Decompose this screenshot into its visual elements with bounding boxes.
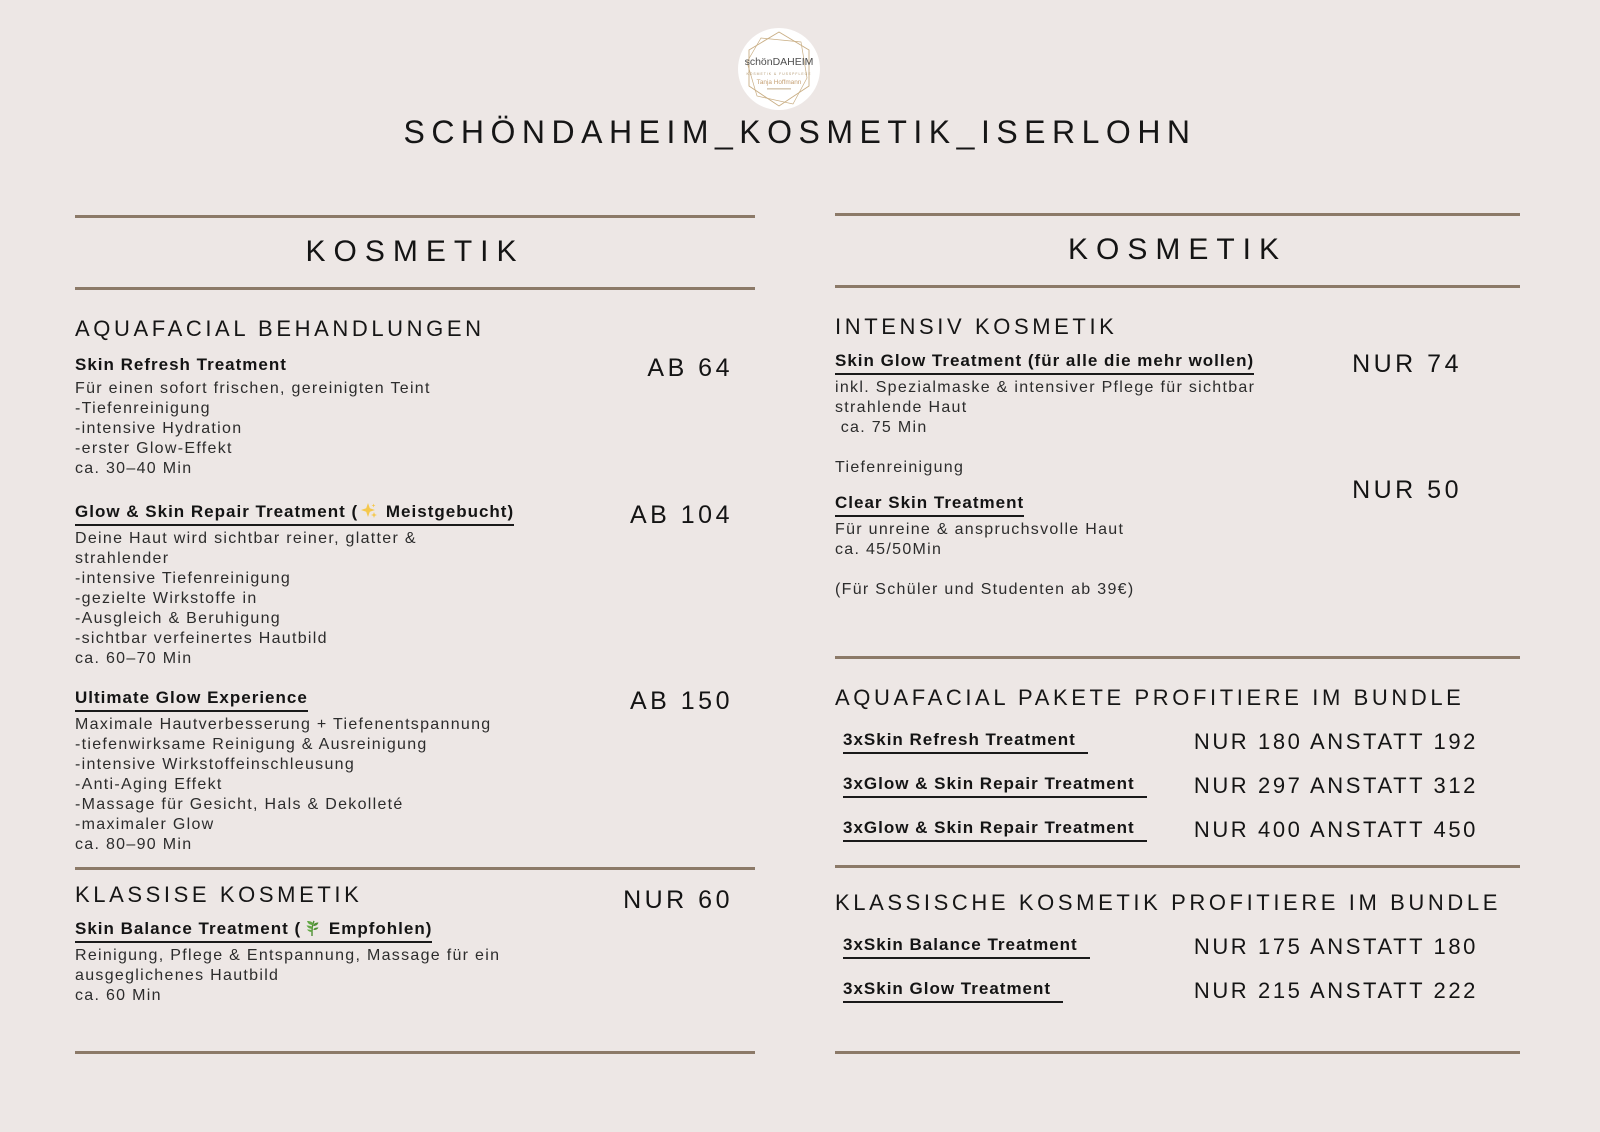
item-desc-line: Deine Haut wird sichtbar reiner, glatter & [75, 530, 417, 547]
section-title-klassise: KLASSISE KOSMETIK [75, 882, 363, 907]
section-title-intensiv: INTENSIV KOSMETIK [835, 314, 1118, 339]
item-name-underlined: Skin Glow Treatment (für alle die mehr wollen) [835, 350, 1254, 375]
item-desc-line: ca. 30–40 Min [75, 460, 193, 477]
item-body [75, 354, 647, 479]
item-name [75, 687, 630, 712]
bundle-price: NUR 175 ANSTATT 180 [1193, 934, 1478, 959]
item-price: AB 104 [629, 501, 733, 529]
item-desc-line: strahlende Haut [835, 399, 968, 416]
item-desc-line: ca. 75 Min [835, 419, 928, 436]
item-desc-line: strahlender [75, 550, 170, 567]
right-column-header-label: KOSMETIK [1067, 233, 1288, 266]
item-price: AB 150 [629, 687, 733, 715]
left-column-header [75, 215, 755, 290]
item-desc-line: -Massage für Gesicht, Hals & Dekolleté [75, 796, 404, 813]
logo-owner-text: Tanja Hoffmann [756, 79, 802, 86]
item-description [835, 378, 1352, 478]
item-desc-line: Maximale Hautverbesserung + Tiefenentspannung [75, 716, 492, 733]
item-body [75, 501, 630, 669]
section-title-aquafacial: AQUAFACIAL BEHANDLUNGEN [75, 316, 485, 341]
bundle-price: NUR 180 ANSTATT 192 [1193, 729, 1478, 754]
bundle-name: 3xGlow & Skin Repair Treatment [843, 818, 1147, 842]
bundle-row [835, 817, 1520, 843]
item-desc-line: -gezielte Wirkstoffe in [75, 590, 258, 607]
bundle-name: 3xSkin Glow Treatment [843, 979, 1063, 1003]
item-desc-line: ca. 80–90 Min [75, 836, 193, 853]
section-title-aquafacial-bundle: AQUAFACIAL PAKETE PROFITIERE IM BUNDLE [835, 685, 1465, 710]
item-body [75, 687, 630, 855]
bundle-row [835, 934, 1520, 960]
item-desc-line: -maximaler Glow [75, 816, 215, 833]
menu-item-glow-skin-repair [75, 501, 755, 669]
menu-item-clear-skin [835, 476, 1520, 600]
item-desc-line: ca. 60 Min [75, 987, 162, 1004]
right-column-header [835, 213, 1520, 288]
item-desc-line: inkl. Spezialmaske & intensiver Pflege für sichtbar [835, 379, 1256, 396]
section-divider [835, 656, 1520, 659]
item-name-text: Skin Balance Treatment ( [75, 919, 302, 938]
logo-name-text: schönDAHEIM [744, 56, 814, 68]
item-desc-line: -tiefenwirksame Reinigung & Ausreinigung [75, 736, 428, 753]
left-column-header-label: KOSMETIK [305, 235, 525, 268]
item-name-underlined [75, 918, 432, 943]
bundle-row [835, 773, 1520, 799]
item-desc-line: Für unreine & anspruchsvolle Haut [835, 521, 1125, 538]
item-desc-line: -intensive Hydration [75, 420, 243, 437]
page-title: SCHÖNDAHEIM_KOSMETIK_ISERLOHN [403, 114, 1197, 150]
item-desc-line: Tiefenreinigung [835, 459, 965, 476]
bundle-price: NUR 215 ANSTATT 222 [1193, 978, 1478, 1003]
item-price: NUR 50 [1352, 476, 1462, 504]
menu-item-skin-glow [835, 350, 1520, 478]
item-desc-line: ausgeglichenes Hautbild [75, 967, 280, 984]
item-name [835, 492, 1352, 517]
item-description [75, 379, 647, 479]
item-desc-line: -intensive Tiefenreinigung [75, 570, 292, 587]
studio-logo [737, 26, 821, 112]
item-desc-line [835, 560, 1352, 580]
bundle-price: NUR 400 ANSTATT 450 [1193, 817, 1478, 842]
item-desc-line: -intensive Wirkstoffeinschleusung [75, 756, 356, 773]
menu-item-ultimate-glow [75, 687, 755, 855]
section-body [75, 870, 623, 1006]
bundle-name: 3xSkin Refresh Treatment [843, 730, 1088, 754]
bundle-row [835, 729, 1520, 755]
item-name [75, 918, 623, 943]
logo-subtitle-text: KOSMETIK & FUSSPFLEGE [746, 72, 812, 76]
item-desc-line: -sichtbar verfeinertes Hautbild [75, 630, 328, 647]
item-price: NUR 74 [1352, 350, 1462, 378]
item-desc-line: -Ausgleich & Beruhigung [75, 610, 282, 627]
item-desc-line: ca. 45/50Min [835, 541, 943, 558]
bundle-row [835, 978, 1520, 1004]
item-desc-line: -erster Glow-Effekt [75, 440, 233, 457]
item-desc-line: Für einen sofort frischen, gereinigten Teint [75, 380, 431, 397]
column-bottom-rule [75, 1051, 755, 1054]
item-name-text: Meistgebucht) [380, 502, 515, 521]
bundle-name: 3xGlow & Skin Repair Treatment [843, 774, 1147, 798]
item-name-text: Glow & Skin Repair Treatment ( [75, 502, 359, 521]
item-price: AB 64 [647, 354, 733, 382]
item-name: Skin Refresh Treatment [75, 355, 287, 374]
section-divider [835, 865, 1520, 868]
item-name-text: Empfohlen) [323, 919, 433, 938]
item-description [75, 715, 630, 855]
bundle-price: NUR 297 ANSTATT 312 [1193, 773, 1478, 798]
logo-badge-icon [737, 26, 821, 112]
item-desc-line: Reinigung, Pflege & Entspannung, Massage für ein [75, 947, 501, 964]
item-description [75, 529, 630, 669]
bundle-name: 3xSkin Balance Treatment [843, 935, 1090, 959]
item-name [835, 350, 1352, 375]
section-title-klassische-bundle: KLASSISCHE KOSMETIK PROFITIERE IM BUNDLE [835, 890, 1501, 915]
sparkles-icon [360, 502, 378, 520]
item-description [75, 946, 623, 1006]
item-name-underlined [75, 501, 514, 526]
item-description [835, 520, 1352, 600]
item-desc-line: ca. 60–70 Min [75, 650, 193, 667]
item-price: NUR 60 [623, 886, 733, 914]
menu-item-skin-refresh [75, 354, 755, 479]
item-desc-line: -Anti-Aging Effekt [75, 776, 223, 793]
right-column [835, 213, 1520, 1060]
item-desc-line: (Für Schüler und Studenten ab 39€) [835, 581, 1135, 598]
item-body [835, 350, 1352, 478]
item-name-underlined: Ultimate Glow Experience [75, 687, 308, 712]
item-desc-line [835, 438, 1352, 458]
item-name-underlined: Clear Skin Treatment [835, 492, 1024, 517]
section-klassise-kosmetik [75, 870, 755, 1006]
item-name [75, 501, 630, 526]
herb-icon [303, 919, 321, 937]
column-bottom-rule [835, 1051, 1520, 1054]
item-desc-line: -Tiefenreinigung [75, 400, 211, 417]
item-body [835, 492, 1352, 600]
left-column [75, 215, 755, 1060]
